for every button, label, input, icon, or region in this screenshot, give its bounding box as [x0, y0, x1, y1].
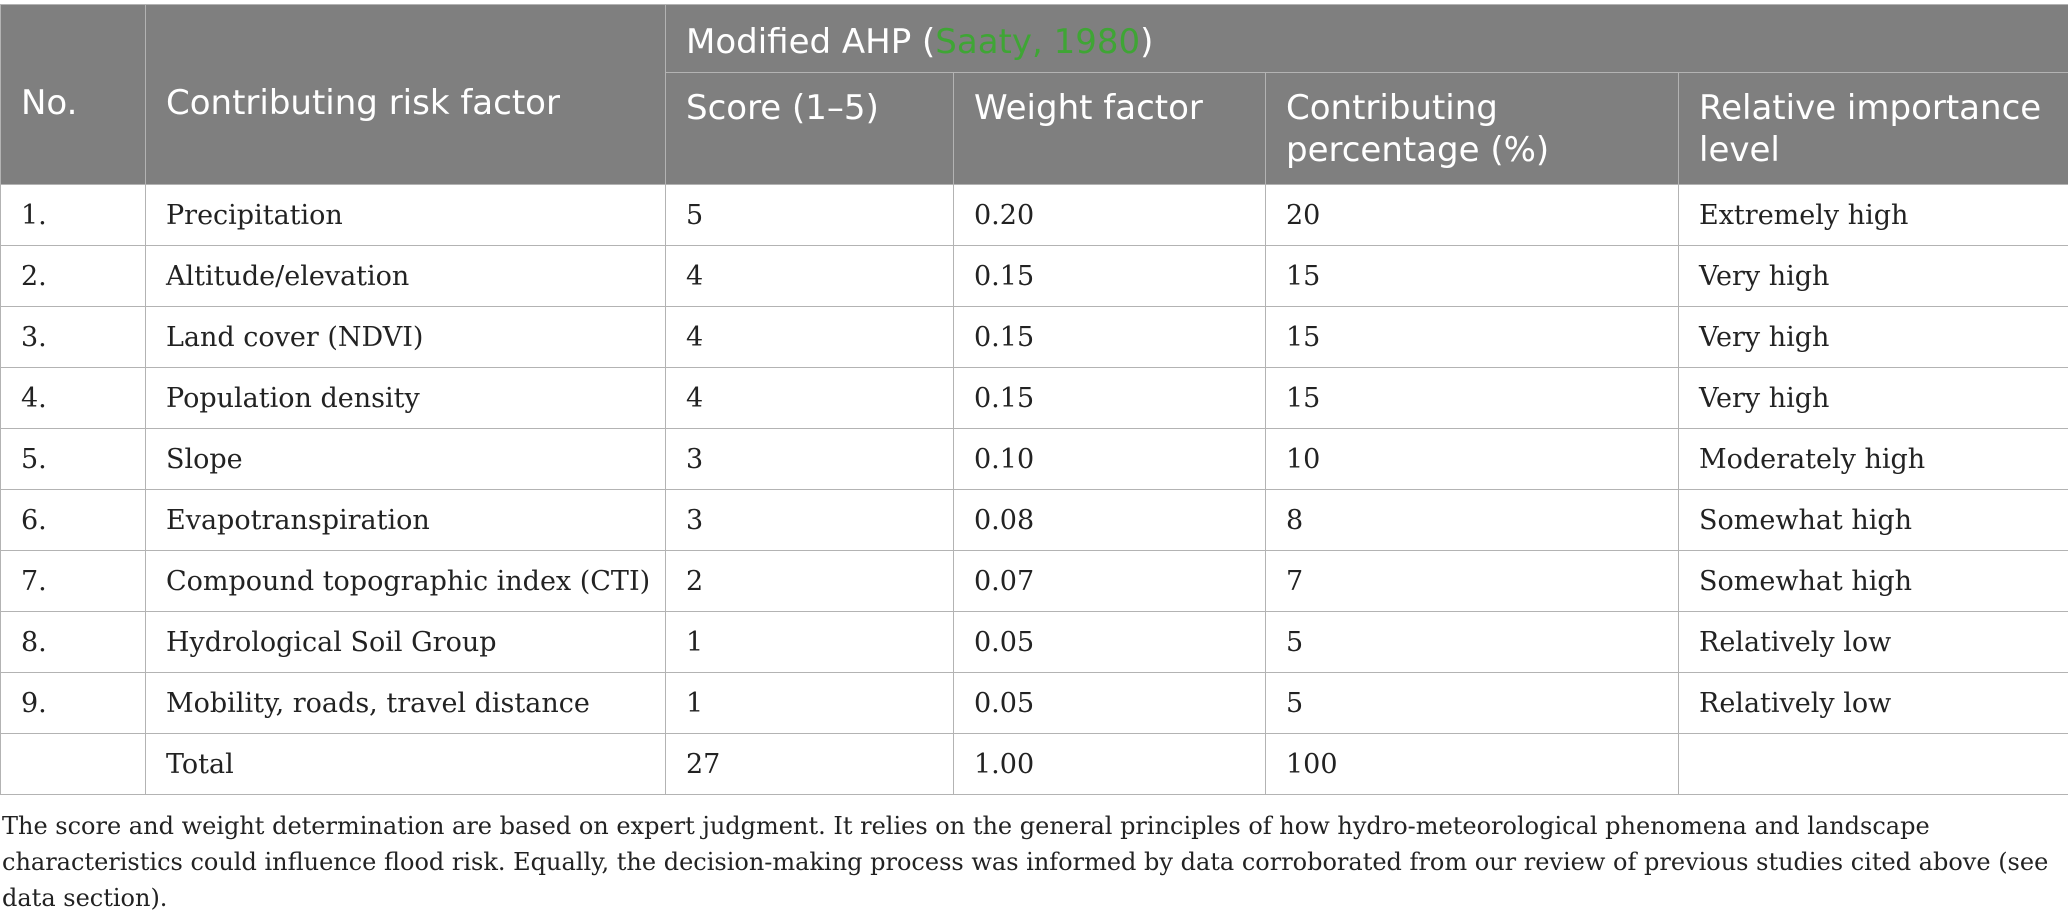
cell-importance: Extremely high	[1679, 185, 2068, 246]
cell-score: 4	[666, 246, 954, 307]
cell-percent: 100	[1266, 734, 1679, 795]
table-row	[1, 490, 2068, 551]
cell-factor: Hydrological Soil Group	[146, 612, 666, 673]
header-weight: Weight factor	[954, 73, 1266, 185]
cell-no: 3.	[1, 307, 146, 368]
cell-score: 4	[666, 368, 954, 429]
table-row	[1, 185, 2068, 246]
saaty-citation-link[interactable]: Saaty, 1980	[935, 22, 1140, 62]
table-row	[1, 246, 2068, 307]
cell-percent: 15	[1266, 246, 1679, 307]
cell-percent: 7	[1266, 551, 1679, 612]
cell-no: 1.	[1, 185, 146, 246]
header-no: No.	[1, 5, 146, 185]
cell-factor: Total	[146, 734, 666, 795]
table-footnote: The score and weight determination are based on expert judgment. It relies on the general principles of how hydro-meteorological phenomena and landscape characteristics could influence flood risk. Equally, the decision-making process was informed by data corroborated from our review of previous studies cited above (see data section).	[2, 808, 2062, 916]
cell-score: 1	[666, 673, 954, 734]
header-importance: Relative importance level	[1679, 73, 2068, 185]
cell-factor: Population density	[146, 368, 666, 429]
cell-importance: Somewhat high	[1679, 551, 2068, 612]
table-row	[1, 551, 2068, 612]
cell-percent: 5	[1266, 612, 1679, 673]
cell-importance: Very high	[1679, 307, 2068, 368]
cell-factor: Land cover (NDVI)	[146, 307, 666, 368]
table-row	[1, 612, 2068, 673]
header-group-label: Modified AHP (	[686, 22, 935, 62]
header-factor: Contributing risk factor	[146, 5, 666, 185]
cell-factor: Evapotranspiration	[146, 490, 666, 551]
cell-percent: 15	[1266, 368, 1679, 429]
cell-no	[1, 734, 146, 795]
cell-weight: 0.20	[954, 185, 1266, 246]
table-row	[1, 673, 2068, 734]
table-row	[1, 307, 2068, 368]
cell-no: 2.	[1, 246, 146, 307]
cell-importance: Relatively low	[1679, 673, 2068, 734]
cell-factor: Altitude/elevation	[146, 246, 666, 307]
ahp-table-container	[0, 4, 2068, 795]
cell-weight: 0.08	[954, 490, 1266, 551]
cell-weight: 0.15	[954, 368, 1266, 429]
cell-no: 7.	[1, 551, 146, 612]
cell-score: 3	[666, 429, 954, 490]
cell-score: 2	[666, 551, 954, 612]
cell-percent: 10	[1266, 429, 1679, 490]
cell-percent: 15	[1266, 307, 1679, 368]
cell-importance: Moderately high	[1679, 429, 2068, 490]
ahp-risk-factor-table	[0, 4, 2068, 795]
cell-score: 27	[666, 734, 954, 795]
cell-weight: 1.00	[954, 734, 1266, 795]
cell-score: 5	[666, 185, 954, 246]
cell-factor: Precipitation	[146, 185, 666, 246]
cell-no: 8.	[1, 612, 146, 673]
cell-weight: 0.10	[954, 429, 1266, 490]
header-score: Score (1–5)	[666, 73, 954, 185]
cell-importance: Very high	[1679, 368, 2068, 429]
cell-importance: Very high	[1679, 246, 2068, 307]
cell-no: 9.	[1, 673, 146, 734]
cell-weight: 0.07	[954, 551, 1266, 612]
cell-score: 1	[666, 612, 954, 673]
cell-score: 3	[666, 490, 954, 551]
header-percentage: Contributing percentage (%)	[1266, 73, 1679, 185]
table-row-total	[1, 734, 2068, 795]
cell-factor: Compound topographic index (CTI)	[146, 551, 666, 612]
cell-no: 6.	[1, 490, 146, 551]
cell-percent: 20	[1266, 185, 1679, 246]
cell-no: 5.	[1, 429, 146, 490]
header-group-close: )	[1140, 22, 1153, 62]
cell-percent: 8	[1266, 490, 1679, 551]
header-modified-ahp-group	[666, 5, 2068, 73]
table-row	[1, 429, 2068, 490]
cell-score: 4	[666, 307, 954, 368]
cell-weight: 0.15	[954, 246, 1266, 307]
cell-weight: 0.05	[954, 673, 1266, 734]
table-row	[1, 368, 2068, 429]
cell-importance	[1679, 734, 2068, 795]
cell-weight: 0.05	[954, 612, 1266, 673]
cell-importance: Relatively low	[1679, 612, 2068, 673]
cell-factor: Slope	[146, 429, 666, 490]
cell-no: 4.	[1, 368, 146, 429]
cell-weight: 0.15	[954, 307, 1266, 368]
cell-importance: Somewhat high	[1679, 490, 2068, 551]
cell-factor: Mobility, roads, travel distance	[146, 673, 666, 734]
cell-percent: 5	[1266, 673, 1679, 734]
